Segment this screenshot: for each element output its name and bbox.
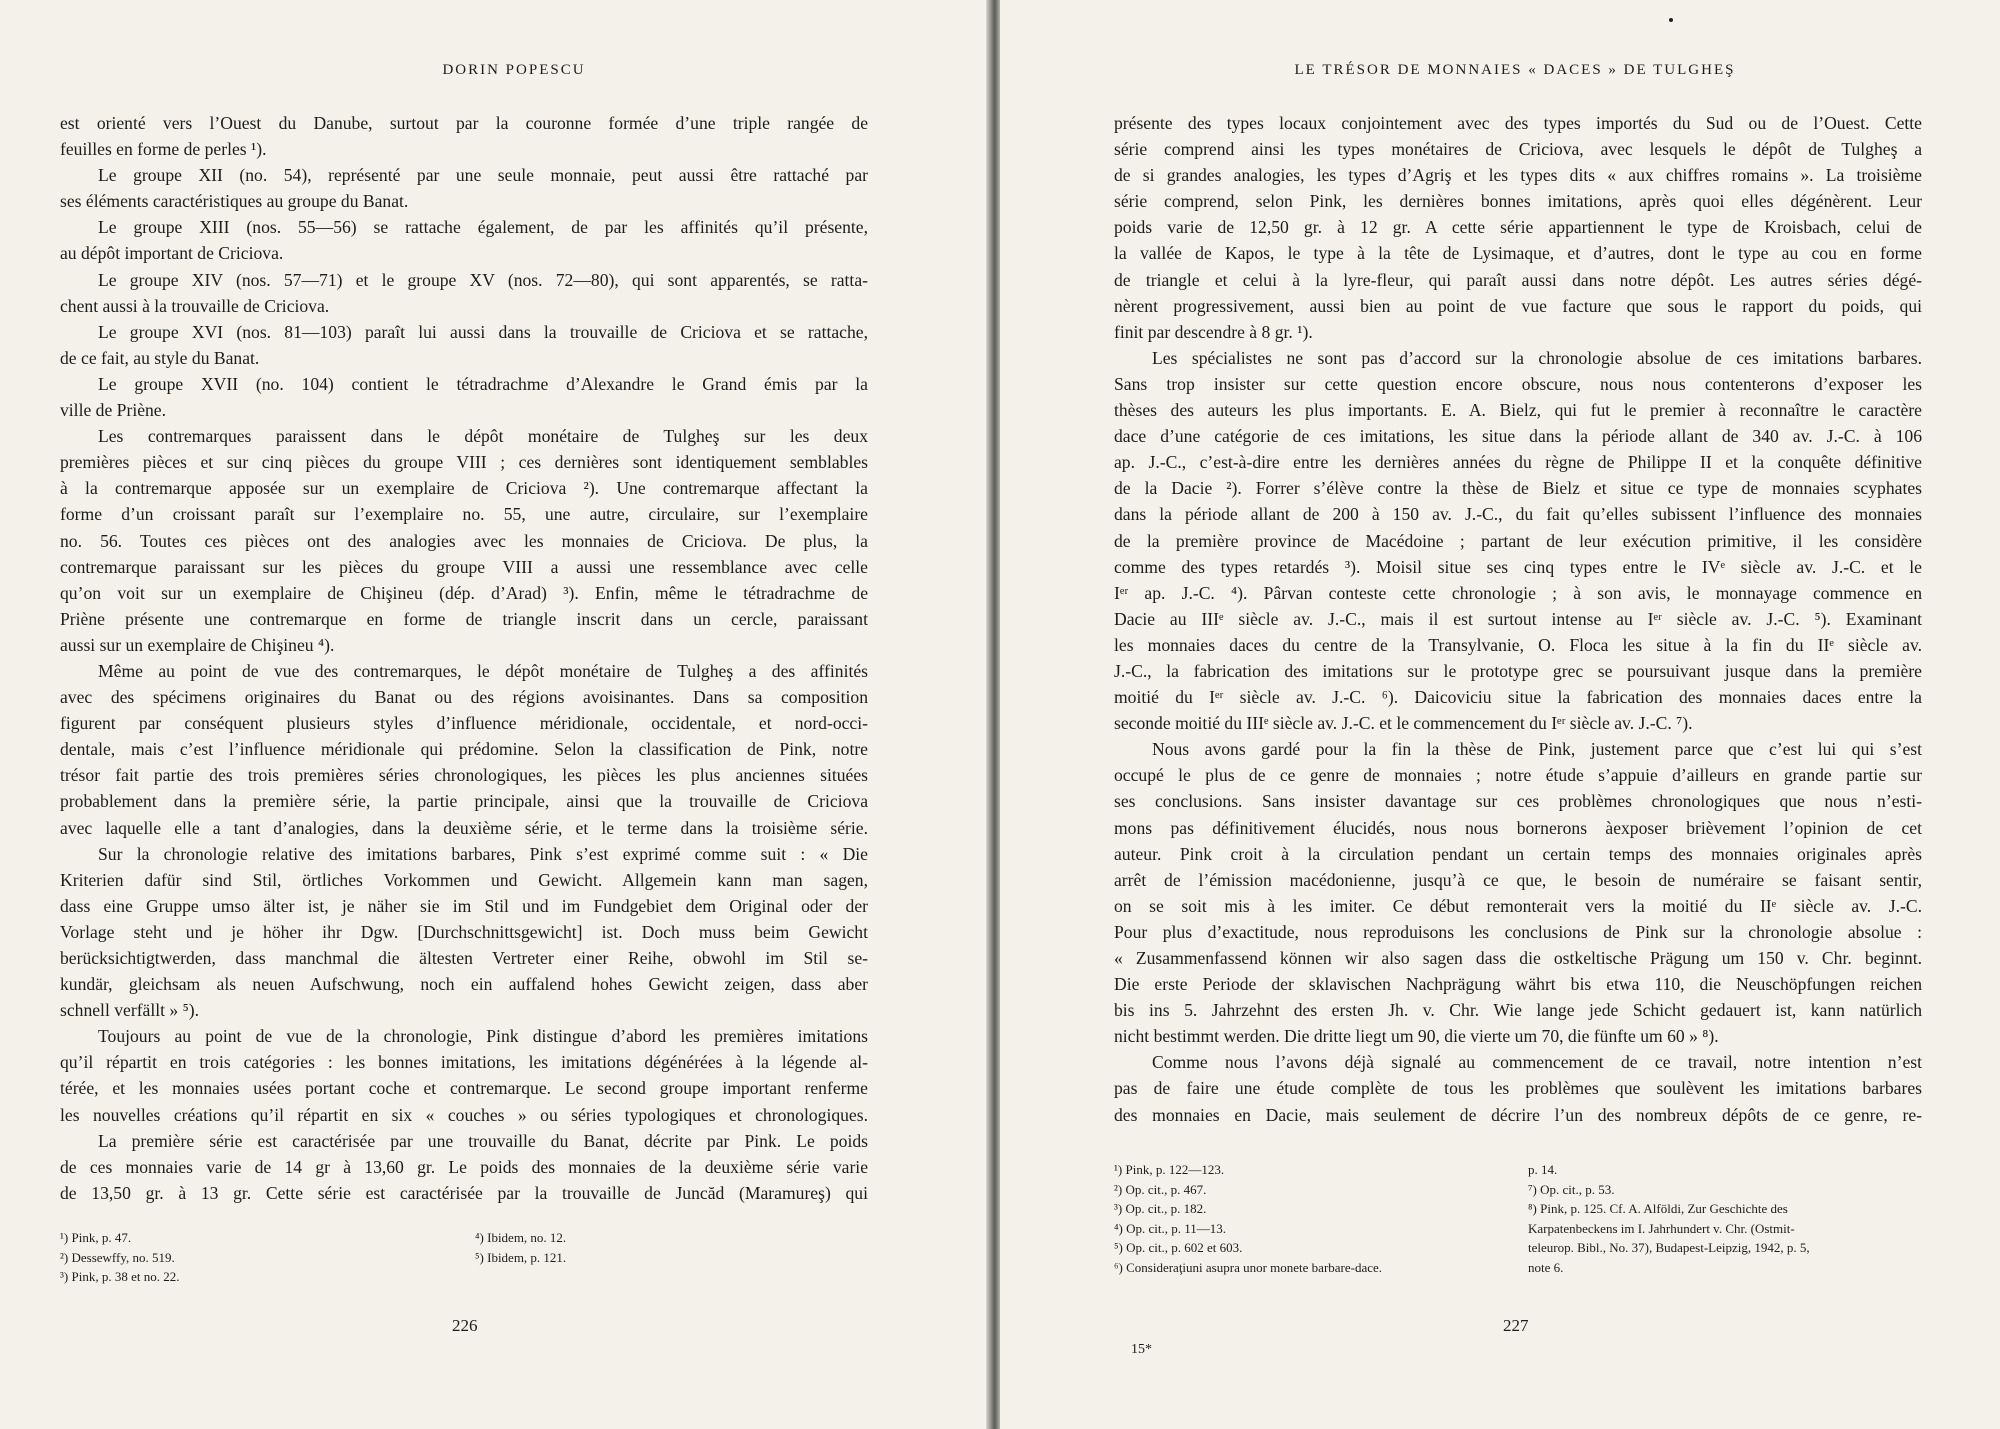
text-line: Priène présente une contremarque en forme de triangle inscrit dans un cercle, paraissant xyxy=(60,608,868,629)
running-head-left: DORIN POPESCU xyxy=(442,62,586,78)
text-line: nèrent progressivement, aussi bien au point de vue facture que sous le rapport du poids, qui xyxy=(1114,295,1922,316)
text-line: finit par descendre à 8 gr. ¹). xyxy=(1114,321,1313,342)
text-line: kundär, gleichsam als neuen Aufschwung, noch ein auffalend hohes Gewicht zeigen, dass aber xyxy=(60,974,868,995)
text-line: La première série est caractérisée par une trouvaille du Banat, décrite par Pink. Le poids xyxy=(98,1130,868,1151)
text-line: arrêt de l’émission macédonienne, jusqu’à ce que, le besoin de numéraire se faisant sentir, xyxy=(1114,869,1922,890)
text-line: de la Dacie ²). Forrer s’élève contre la thèse de Bielz et situe ce type de monnaies scyphates xyxy=(1114,478,1922,499)
text-line: schnell verfällt » ⁵). xyxy=(60,1000,200,1021)
text-line: de ces monnaies varie de 14 gr à 13,60 gr. Le poids des monnaies de la deuxième série varie xyxy=(60,1156,868,1177)
footnote-line: ³) Pink, p. 38 et no. 22. xyxy=(60,1269,180,1284)
text-line: Sans trop insister sur cette question encore obscure, nous nous contenterons d’exposer les xyxy=(1114,373,1922,394)
text-line: poids varie de 12,50 gr. à 12 gr. A cette série appartiennent le type de Kroisbach, celui de xyxy=(1114,217,1922,238)
text-line: de ce fait, au style du Banat. xyxy=(60,347,260,368)
footnote-line: note 6. xyxy=(1528,1259,1564,1275)
text-line: avec laquelle elle a tant d’analogies, dans la deuxième série, et le terme dans la troisième série. xyxy=(60,817,868,838)
text-line: avec des spécimens originaires du Banat ou des régions avoisinantes. Dans sa composition xyxy=(60,687,868,708)
text-line: seconde moitié du IIIᵉ siècle av. J.-C. et le commencement du Iᵉʳ siècle av. J.-C. ⁷). xyxy=(1114,713,1693,734)
footnotes-right-column-1 xyxy=(1114,1160,1382,1277)
text-line: la vallée de Kapos, le type à la tête de Lysimaque, et d’autres, dont le type au cou en forme xyxy=(1114,243,1922,264)
text-line: térée, et les monnaies usées portant coche et contremarque. Le second groupe important renferme xyxy=(60,1078,868,1099)
text-line: les monnaies daces du centre de la Transylvanie, O. Floca les situe à la fin du IIᵉ siècle av. xyxy=(1114,634,1922,655)
text-line: ses conclusions. Sans insister davantage sur ces problèmes chronologiques que nous n’esti- xyxy=(1114,791,1922,812)
text-line: Le groupe XIII (nos. 55—56) se rattache également, de par les affinités qu’il présente, xyxy=(98,217,868,238)
footnote-line: ¹) Pink, p. 122—123. xyxy=(1114,1162,1225,1177)
footnote-line: ⁴) Ibidem, no. 12. xyxy=(475,1230,567,1245)
text-line: auteur. Pink croit à la circulation pendant un certain temps des monnaies originales après xyxy=(1114,843,1922,864)
text-line: pas de faire une étude complète de tous les problèmes que soulèvent les imitations barbares xyxy=(1114,1078,1922,1099)
text-line: no. 56. Toutes ces pièces ont des analogies avec les monnaies de Criciova. De plus, la xyxy=(60,530,868,551)
page-number-right: 227 xyxy=(1503,1316,1529,1335)
ink-speck xyxy=(1669,18,1673,22)
signature-mark: 15* xyxy=(1131,1342,1152,1357)
text-line: dass eine Gruppe umso älter ist, je näher sie im Stil und im Fundgebiet dem Original oder der xyxy=(60,895,868,916)
text-line: série comprend ainsi les types monétaires de Criciova, avec lesquels le dépôt de Tulgheş a xyxy=(1114,139,1922,160)
left-page xyxy=(0,0,988,1429)
text-line: Même au point de vue des contremarques, le dépôt monétaire de Tulgheş a des affinités xyxy=(98,660,868,681)
text-line: au dépôt important de Criciova. xyxy=(60,243,284,264)
footnotes-left-column-2 xyxy=(475,1228,566,1267)
footnote-line: ²) Op. cit., p. 467. xyxy=(1114,1181,1207,1197)
footnote-line: ⁵) Ibidem, p. 121. xyxy=(475,1249,567,1265)
footnote-line: Karpatenbeckens im I. Jahrhundert v. Chr. (Ostmit- xyxy=(1528,1220,1795,1236)
text-line: figurent par conséquent plusieurs styles d’influence méridionale, occidentale, et nord-occi- xyxy=(60,713,868,734)
text-line: feuilles en forme de perles ¹). xyxy=(60,139,267,160)
footnote-line: ¹) Pink, p. 47. xyxy=(60,1230,132,1245)
text-line: dace d’une catégorie de ces imitations, les situe dans la période allant de 340 av. J.-C. à 106 xyxy=(1114,426,1922,447)
text-line: Vorlage steht und je höher ihr Dgw. [Durchschnittsgewicht] ist. Doch muss beim Gewicht xyxy=(60,921,868,942)
text-line: est orienté vers l’Ouest du Danube, surtout par la couronne formée d’une triple rangée de xyxy=(60,113,868,133)
text-line: les nouvelles créations qu’il répartit en six « couches » ou séries typologiques et chronologiques. xyxy=(60,1104,868,1125)
text-line: ap. J.-C., c’est-à-dire entre les dernières années du règne de Philippe II et la conquête définitive xyxy=(1114,452,1922,473)
text-line: contremarque paraissant sur les pièces du groupe VIII a aussi une ressemblance avec celle xyxy=(60,556,868,577)
text-line: à la contremarque apposée sur un exemplaire de Criciova ²). Une contremarque affectant la xyxy=(60,478,868,499)
text-line: Kriterien dafür sind Stil, örtliches Vorkommen und Gewicht. Allgemein kann man sagen, xyxy=(60,869,868,890)
page-number-left: 226 xyxy=(452,1316,478,1335)
text-line: Comme nous l’avons déjà signalé au commencement de ce travail, notre intention n’est xyxy=(1152,1052,1922,1073)
text-line: probablement dans la première série, la partie principale, ainsi que la trouvaille de Criciova xyxy=(60,791,868,812)
text-line: Le groupe XVI (nos. 81—103) paraît lui aussi dans la trouvaille de Criciova et se rattache, xyxy=(98,321,868,342)
text-line: dentale, mais c’est l’influence méridionale qui prédomine. Selon la classification de Pink, notre xyxy=(60,739,868,760)
text-line: comme des types retardés ³). Moisil situe ses cinq types entre le IVᵉ siècle av. J.-C. et le xyxy=(1114,556,1922,577)
text-line: thèses des auteurs les plus importants. E. A. Bielz, qui fut le premier à reconnaître le caractère xyxy=(1114,400,1922,421)
running-head-right: LE TRÉSOR DE MONNAIES « DACES » DE TULGHEŞ xyxy=(1294,62,1736,78)
right-page xyxy=(1000,0,2000,1429)
text-line: Iᵉʳ ap. J.-C. ⁴). Pârvan conteste cette chronologie ; à son avis, le monnayage commence en xyxy=(1114,582,1922,603)
footnote-line: teleurop. Bibl., No. 37), Budapest-Leipzig, 1942, p. 5, xyxy=(1528,1240,1810,1255)
text-line: série comprend, selon Pink, les dernières bonnes imitations, après quoi elles dégénèrent. Leur xyxy=(1114,191,1922,212)
text-line: de 13,50 gr. à 13 gr. Cette série est caractérisée par la trouvaille de Juncăd (Maramureş) qui xyxy=(60,1182,868,1203)
text-line: chent aussi à la trouvaille de Criciova. xyxy=(60,295,330,316)
text-line: « Zusammenfassend können wir also sagen dass die ostkeltische Prägung um 150 v. Chr. beginnt. xyxy=(1114,948,1922,968)
text-line: Les contremarques paraissent dans le dépôt monétaire de Tulgheş sur les deux xyxy=(98,426,868,447)
footnote-line: p. 14. xyxy=(1528,1162,1558,1177)
text-line: Nous avons gardé pour la fin la thèse de Pink, justement parce que c’est lui qui s’est xyxy=(1152,739,1922,760)
text-line: Toujours au point de vue de la chronologie, Pink distingue d’abord les premières imitations xyxy=(98,1026,868,1047)
footnote-line: ³) Op. cit., p. 182. xyxy=(1114,1201,1207,1216)
text-line: Le groupe XVII (no. 104) contient le tétradrachme d’Alexandre le Grand émis par la xyxy=(98,373,868,394)
text-line: Le groupe XIV (nos. 57—71) et le groupe XV (nos. 72—80), qui sont apparentés, se ratta- xyxy=(98,269,868,290)
text-line: Sur la chronologie relative des imitations barbares, Pink s’est exprimé comme suit : « Die xyxy=(98,843,868,864)
text-line: Pour plus d’exactitude, nous reproduisons les conclusions de Pink sur la chronologie absolue : xyxy=(1114,921,1922,942)
text-line: Die erste Periode der sklavischen Nachprägung währt bis etwa 110, die Neuschöpfungen reichen xyxy=(1114,974,1922,995)
text-line: ses éléments caractéristiques au groupe du Banat. xyxy=(60,191,409,212)
text-line: J.-C., la fabrication des imitations sur le prototype grec se poursuivant jusque dans la première xyxy=(1114,660,1922,681)
text-line: aussi sur un exemplaire de Chişineu ⁴). xyxy=(60,634,335,655)
text-line: trésor fait partie des trois premières séries chronologiques, les pièces les plus anciennes situées xyxy=(60,765,868,786)
footnotes-left-column-1 xyxy=(60,1228,179,1287)
text-line: dans la période allant de 200 à 150 av. J.-C., du fait qu’elles subissent l’influence des monnaies xyxy=(1114,504,1922,525)
text-line: premières pièces et sur cinq pièces du groupe VIII ; ces dernières sont identiquement semblables xyxy=(60,452,868,473)
text-line: qu’on voit sur un exemplaire de Chişineu (dép. d’Arad) ³). Enfin, même le tétradrachme de xyxy=(60,582,868,603)
body-text-left xyxy=(60,110,868,1206)
text-line: des monnaies en Dacie, mais seulement de décrire l’un des nombreux dépôts de ce genre, re- xyxy=(1114,1104,1922,1125)
text-line: mons pas définitivement élucidés, nous nous bornerons àexposer brièvement l’opinion de cet xyxy=(1114,817,1922,838)
footnote-line: ⁶) Consideraţiuni asupra unor monete barbare-dace. xyxy=(1114,1259,1383,1275)
footnote-line: ⁵) Op. cit., p. 602 et 603. xyxy=(1114,1240,1243,1255)
text-line: nicht bestimmt werden. Die dritte liegt um 90, die vierte um 70, die fünfte um 60 » ⁸). xyxy=(1114,1026,1719,1047)
text-line: moitié du Iᵉʳ siècle av. J.-C. ⁶). Daicoviciu situe la fabrication des monnaies daces entre la xyxy=(1114,687,1922,708)
text-line: on se soit mis à les imiter. Ce début remonterait vers la moitié du IIᵉ siècle av. J.-C. xyxy=(1114,895,1922,916)
footnote-line: ⁸) Pink, p. 125. Cf. A. Alföldi, Zur Geschichte des xyxy=(1528,1201,1788,1216)
body-text-right xyxy=(1114,110,1922,1128)
text-line: Dacie au IIIᵉ siècle av. J.-C., mais il est surtout intense au Iᵉʳ siècle av. J.-C. ⁵). Examinant xyxy=(1114,608,1922,629)
text-line: de si grandes analogies, les types d’Agriş et les types dits « aux chiffres romains ». La troisième xyxy=(1114,165,1922,186)
text-line: présente des types locaux conjointement avec des types importés du Sud ou de l’Ouest. Cette xyxy=(1114,113,1922,133)
text-line: berücksichtigtwerden, dass manchmal die ältesten Vertreter einer Reihe, obwohl im Stil se- xyxy=(60,948,868,968)
text-line: forme d’un croissant paraît sur l’exemplaire no. 55, une autre, circulaire, sur l’exemplaire xyxy=(60,504,868,525)
text-line: occupé le plus de ce genre de monnaies ; notre étude s’appuie d’ailleurs en grande partie sur xyxy=(1114,765,1922,786)
text-line: de la première province de Macédoine ; partant de leur exécution primitive, il les considère xyxy=(1114,530,1922,551)
text-line: bis ins 5. Jahrzehnt des ersten Jh. v. Chr. Wie lange jede Schicht gedauert ist, kann natürlich xyxy=(1114,1000,1922,1021)
text-line: de triangle et celui à la lyre-fleur, qui paraît aussi dans notre dépôt. Les autres séries dégé- xyxy=(1114,269,1922,290)
footnote-line: ²) Dessewffy, no. 519. xyxy=(60,1249,175,1265)
text-line: Le groupe XII (no. 54), représenté par une seule monnaie, peut aussi être rattaché par xyxy=(98,165,868,186)
text-line: qu’il répartit en trois catégories : les bonnes imitations, les imitations dégénérées à la légende al- xyxy=(60,1052,868,1073)
text-line: Les spécialistes ne sont pas d’accord sur la chronologie absolue de ces imitations barbares. xyxy=(1152,347,1922,368)
footnote-line: ⁴) Op. cit., p. 11—13. xyxy=(1114,1220,1227,1236)
text-line: ville de Priène. xyxy=(60,400,167,421)
footnotes-right-column-2 xyxy=(1528,1160,1810,1277)
footnote-line: ⁷) Op. cit., p. 53. xyxy=(1528,1181,1615,1197)
